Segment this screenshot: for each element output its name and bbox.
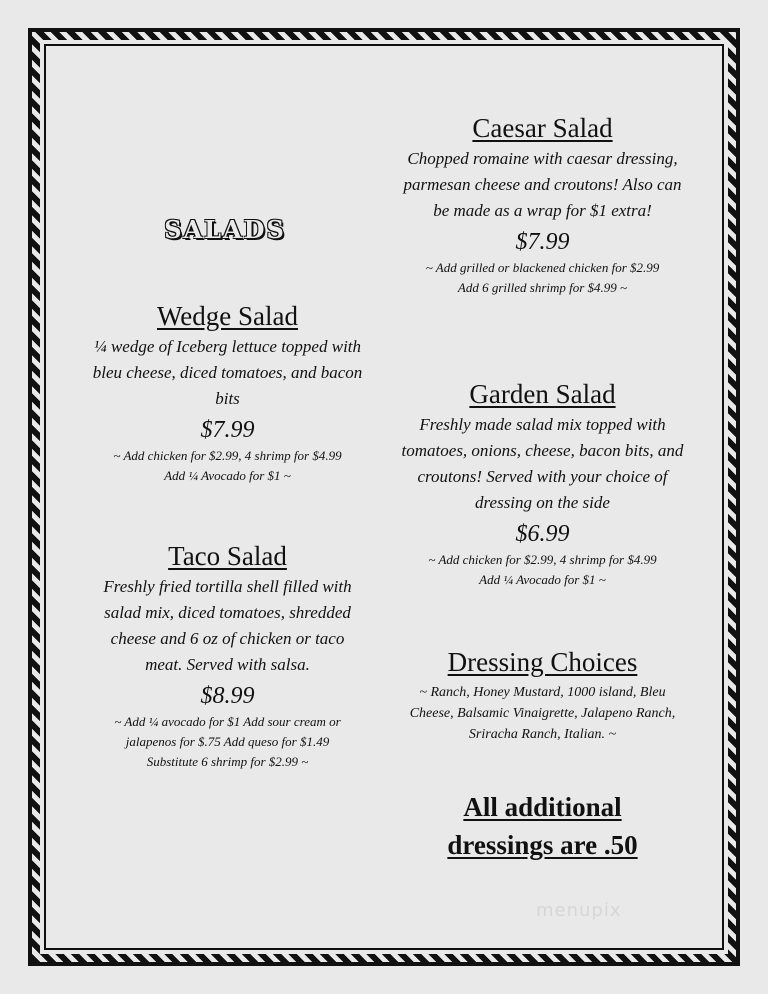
item-addon: Add 6 grilled shrimp for $4.99 ~ [457,280,628,295]
item-addon: ~ Add grilled or blackened chicken for $2.99 [425,260,660,275]
menu-item-wedge-salad [90,300,365,486]
item-description: Chopped romaine with caesar dressing, parmesan cheese and croutons! Also can be made as a wrap for $1 extra! [403,149,682,220]
item-price: $7.99 [200,417,255,443]
item-addon: Substitute 6 shrimp for $2.99 ~ [146,754,309,769]
item-name: Garden Salad [469,379,616,409]
dressing-choices [400,646,685,745]
item-addon: Add ¼ Avocado for $1 ~ [479,572,606,587]
item-description: ¼ wedge of Iceberg lettuce topped with bleu cheese, diced tomatoes, and bacon bits [92,337,363,408]
menu-item-garden-salad [400,378,685,590]
section-title: SALADS [164,215,286,244]
dressing-list: ~ Ranch, Honey Mustard, 1000 island, Bleu Cheese, Balsamic Vinaigrette, Jalapeno Ranch, Sriracha Ranch, Italian. ~ [409,685,676,742]
item-addon: ~ Add ¼ avocado for $1 Add sour cream or jalapenos for $.75 Add queso for $1.49 [114,714,341,749]
item-description: Freshly fried tortilla shell filled with salad mix, diced tomatoes, shredded cheese and 6 oz of chicken or taco meat. Served with salsa. [103,577,352,674]
dressing-note-line2: dressings are .50 [447,830,638,860]
menu-item-taco-salad [90,540,365,772]
item-price: $6.99 [515,521,570,547]
watermark: menupix [536,900,622,921]
item-price: $8.99 [200,683,255,709]
dressing-note [400,788,685,864]
item-name: Taco Salad [168,541,287,571]
item-name: Caesar Salad [472,113,613,143]
item-price: $7.99 [515,229,570,255]
item-addon: Add ¼ Avocado for $1 ~ [164,468,291,483]
item-name: Wedge Salad [156,301,299,331]
item-addon: ~ Add chicken for $2.99, 4 shrimp for $4.99 [428,552,657,567]
item-description: Freshly made salad mix topped with tomatoes, onions, cheese, bacon bits, and croutons! Served with your choice of dressing on the side [401,415,684,512]
dressing-title: Dressing Choices [447,647,638,677]
item-addon: ~ Add chicken for $2.99, 4 shrimp for $4.99 [113,448,342,463]
dressing-note-line1: All additional [463,792,622,822]
menu-item-caesar-salad [400,112,685,298]
